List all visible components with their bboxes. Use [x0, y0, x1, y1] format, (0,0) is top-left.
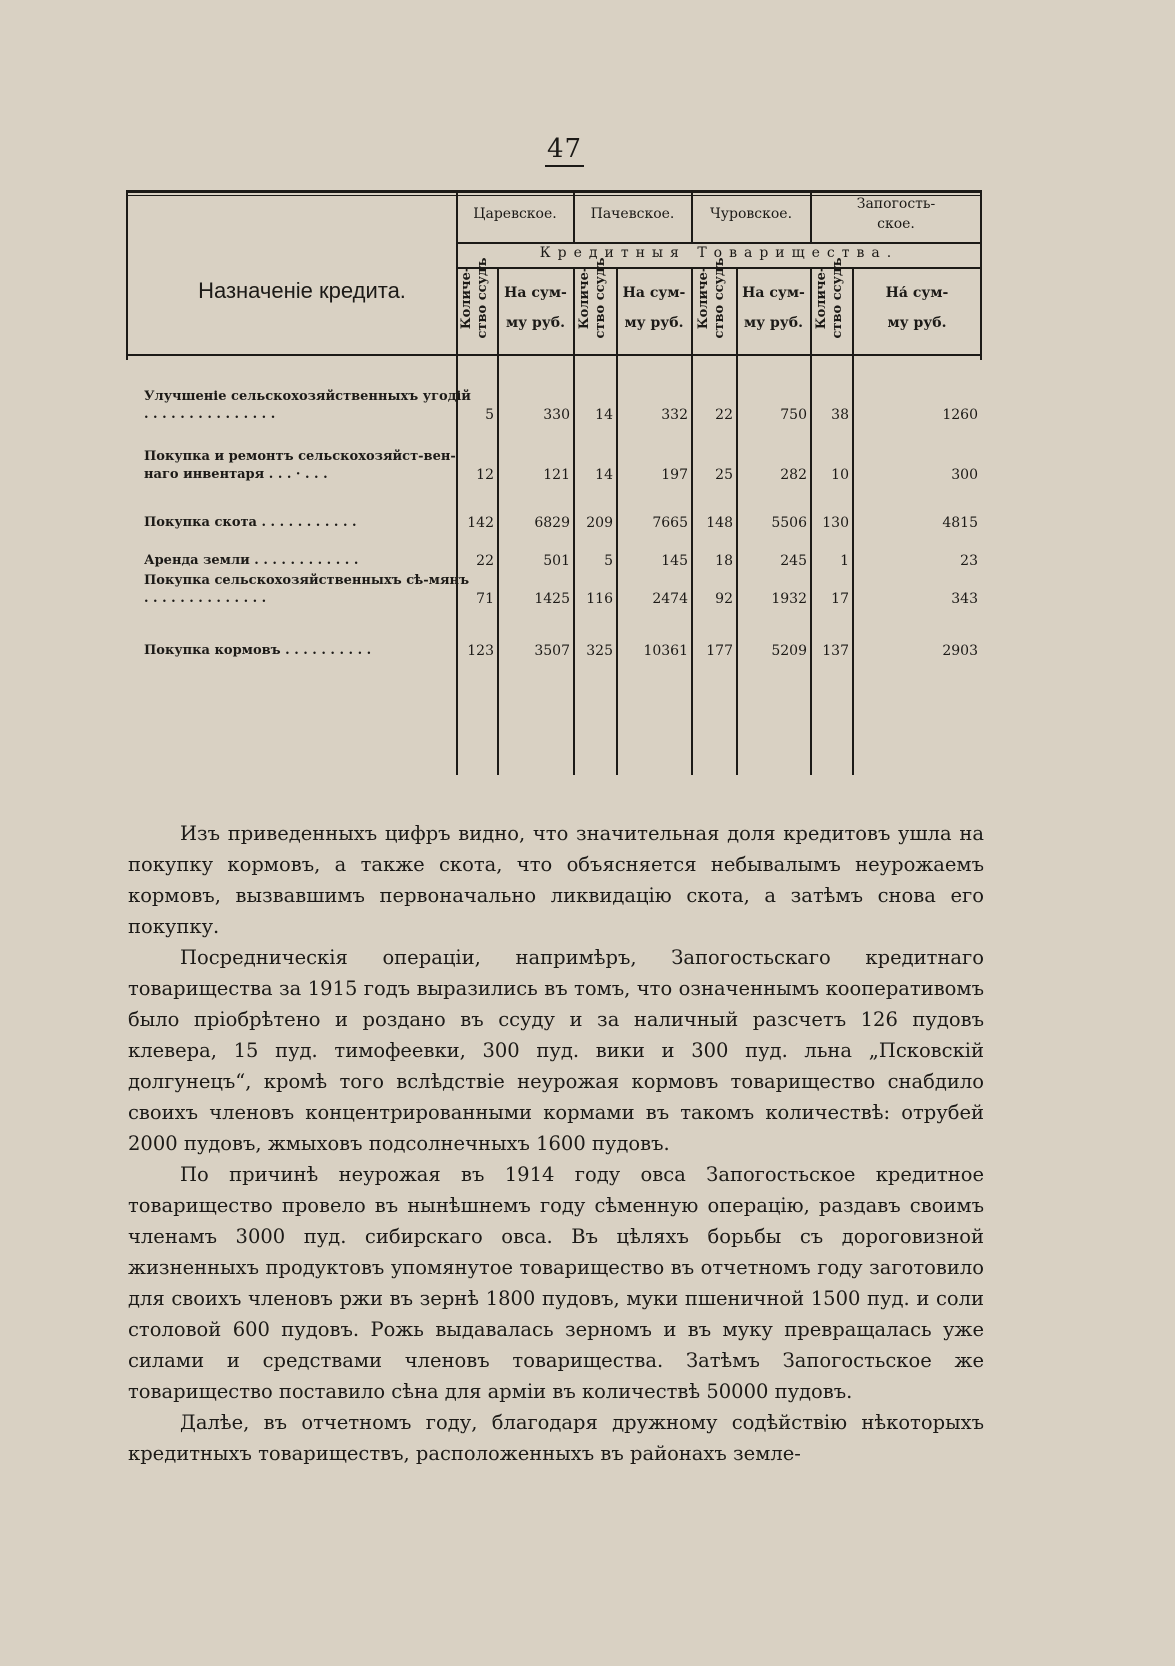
society-header: Царевское.	[473, 206, 557, 222]
row-label: Покупка кормовъ . . . . . . . . . .	[144, 643, 372, 658]
loan-count-cell: 25	[715, 467, 733, 483]
paragraph: По причинѣ неурожая въ 1914 году овса Запогостьское кредитное товарищество провело въ нынѣшнемъ году сѣменную операцію, раздавъ своимъ членамъ 3000 пуд. сибирскаго овса. Въ цѣляхъ борьбы съ дороговизной жизненныхъ продуктовъ упомянутое товарищество въ отчетномъ году заготовило для своихъ членовъ ржи въ зернѣ 1800 пудовъ, муки пшеничной 1500 пуд. и соли столовой 600 пудовъ. Рожь выдавалась зерномъ и въ муку превращалась уже силами и средствами членовъ товарищества. Затѣмъ Запогостьское же товарищество поставило сѣна для арміи въ количествѣ 50000 пудовъ.	[128, 1163, 984, 1403]
credit-societies-banner: Кредитныя Товарищества.	[539, 245, 899, 261]
loan-sum-cell: 7665	[652, 515, 688, 531]
sum-column-header: На сум- му руб.	[504, 285, 567, 331]
loan-sum-cell: 343	[951, 591, 978, 607]
loan-sum-cell: 197	[661, 467, 688, 483]
count-column-header: Количе- ство ссудъ	[577, 257, 608, 339]
society-header: Пачевское.	[590, 206, 675, 222]
loan-count-cell: 10	[831, 467, 849, 483]
loan-sum-cell: 1932	[771, 591, 807, 607]
row-label: Покупка сельскохозяйственныхъ сѣ-мянъ . . . . . . . . . . . . . .	[144, 573, 470, 606]
loan-count-cell: 209	[586, 515, 613, 531]
loan-sum-cell: 145	[661, 553, 688, 569]
header-bottom-rule	[126, 354, 982, 356]
loan-sum-cell: 3507	[534, 643, 570, 659]
loan-sum-cell: 2474	[652, 591, 688, 607]
loan-count-cell: 142	[467, 515, 494, 531]
loan-count-cell: 1	[840, 553, 849, 569]
loan-count-cell: 22	[476, 553, 494, 569]
loan-count-cell: 14	[595, 467, 613, 483]
sum-column-header: На сум- му руб.	[622, 285, 686, 331]
loan-count-cell: 177	[706, 643, 733, 659]
table-left-border	[126, 190, 128, 360]
loan-sum-cell: 1260	[942, 407, 978, 423]
loan-count-cell: 123	[467, 643, 494, 659]
loan-count-cell: 325	[586, 643, 613, 659]
loan-sum-cell: 245	[780, 553, 807, 569]
society-header: Запогость- ское.	[856, 196, 936, 232]
loan-count-cell: 92	[715, 591, 733, 607]
row-label: Покупка и ремонтъ сельскохозяйст-веннаго инвентаря . . . · . . .	[144, 449, 456, 482]
loan-sum-cell: 23	[960, 553, 978, 569]
loan-count-cell: 12	[476, 467, 494, 483]
purpose-column-header: Назначеніе кредита.	[198, 278, 406, 303]
credit-purpose-table	[126, 190, 982, 775]
count-column-header: Количе- ство ссудъ	[814, 257, 845, 339]
loan-count-cell: 5	[604, 553, 613, 569]
loan-count-cell: 130	[822, 515, 849, 531]
row-label: Улучшеніе сельскохозяйственныхъ угодій . . . . . . . . . . . . . . .	[144, 389, 471, 422]
row-label: Аренда земли . . . . . . . . . . . .	[144, 553, 359, 568]
row-label: Покупка скота . . . . . . . . . . .	[144, 515, 357, 530]
loan-sum-cell: 501	[543, 553, 570, 569]
loan-count-cell: 17	[831, 591, 849, 607]
loan-sum-cell: 4815	[942, 515, 978, 531]
paragraph: Далѣе, въ отчетномъ году, благодаря дружному содѣйствію нѣкоторыхъ кредитныхъ товариществъ, расположенныхъ въ районахъ земле-	[128, 1411, 984, 1465]
paragraph: Посредническія операціи, напримѣръ, Запогостьскаго кредитнаго товарищества за 1915 годъ выразились въ томъ, что означеннымъ кооперативомъ было пріобрѣтено и роздано въ ссуду и за наличный разсчетъ 126 пудовъ клевера, 15 пуд. тимофеевки, 300 пуд. вики и 300 пуд. льна „Псковскій долгунецъ“, кромѣ того вслѣдствіе неурожая кормовъ товарищество снабдило своихъ членовъ концентрированными кормами въ такомъ количествѣ: отрубей 2000 пудовъ, жмыховъ подсолнечныхъ 1600 пудовъ.	[128, 946, 984, 1155]
subcolumn-divider	[852, 267, 854, 775]
loan-sum-cell: 332	[661, 407, 688, 423]
subcolumn-divider	[497, 267, 499, 775]
loan-count-cell: 148	[706, 515, 733, 531]
loan-count-cell: 137	[822, 643, 849, 659]
loan-count-cell: 116	[586, 591, 613, 607]
loan-count-cell: 5	[485, 407, 494, 423]
loan-count-cell: 18	[715, 553, 733, 569]
loan-sum-cell: 330	[543, 407, 570, 423]
loan-sum-cell: 300	[951, 467, 978, 483]
sum-column-header: На́ сум- му руб.	[885, 285, 949, 331]
loan-sum-cell: 6829	[534, 515, 570, 531]
loan-sum-cell: 5209	[771, 643, 807, 659]
paragraph: Изъ приведенныхъ цифръ видно, что значительная доля кредитовъ ушла на покупку кормовъ, а также скота, что объясняется небывалымъ неурожаемъ кормовъ, вызвавшимъ первоначально ликвидацію скота, а затѣмъ снова его покупку.	[128, 822, 984, 938]
loan-sum-cell: 5506	[771, 515, 807, 531]
loan-sum-cell: 2903	[942, 643, 978, 659]
loan-count-cell: 22	[715, 407, 733, 423]
sum-column-header: На сум- му руб.	[742, 285, 805, 331]
loan-count-cell: 14	[595, 407, 613, 423]
society-header: Чуровское.	[709, 206, 793, 222]
loan-sum-cell: 750	[780, 407, 807, 423]
loan-sum-cell: 1425	[534, 591, 570, 607]
table-top-rule	[126, 190, 982, 193]
page-number: 47	[545, 133, 584, 167]
loan-sum-cell: 10361	[643, 643, 688, 659]
count-column-header: Количе- ство ссудъ	[459, 257, 490, 339]
loan-sum-cell: 121	[543, 467, 570, 483]
loan-sum-cell: 282	[780, 467, 807, 483]
loan-count-cell: 38	[831, 407, 849, 423]
body-text	[128, 818, 984, 1469]
count-column-header: Количе- ство ссудъ	[696, 257, 727, 339]
loan-count-cell: 71	[476, 591, 494, 607]
